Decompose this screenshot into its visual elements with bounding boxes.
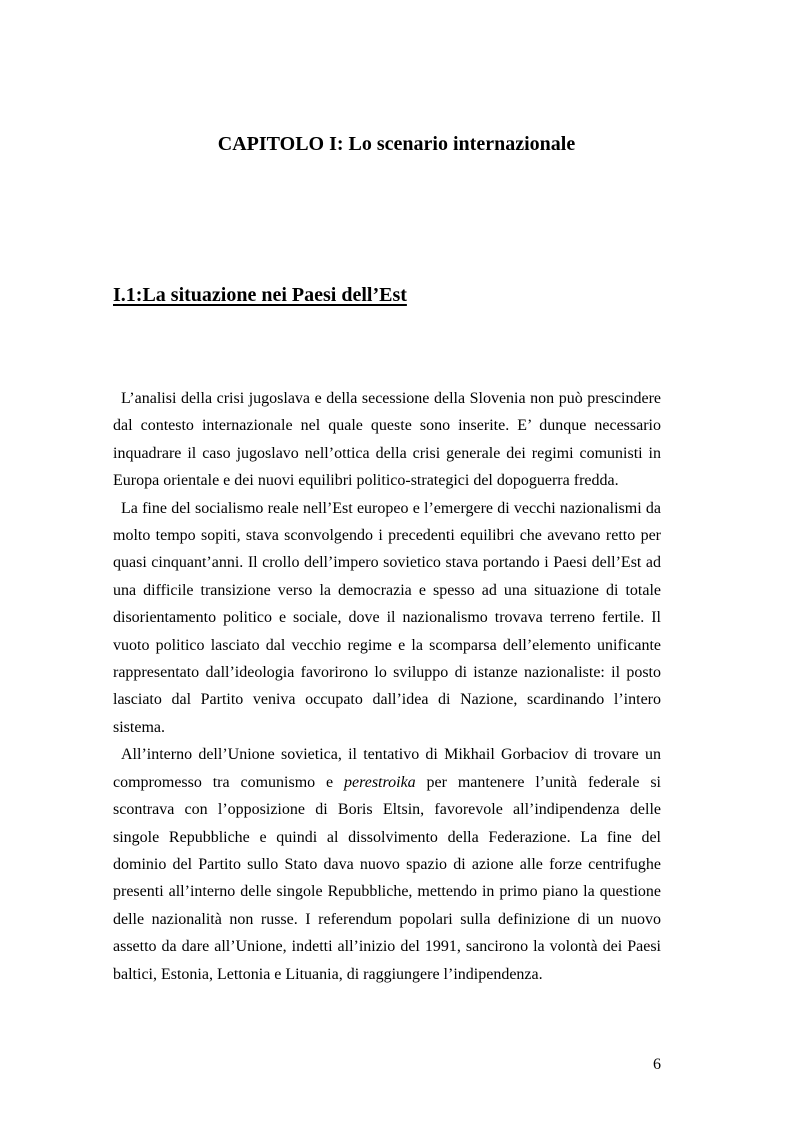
section-title: I.1:La situazione nei Paesi dell’Est [113, 284, 407, 306]
paragraph-3-text-before: All’interno dell’Unione sovietica, il tentativo di Mikhail Gorbaciov di trovare un compromesso tra comunismo e [113, 746, 661, 791]
perestroika-term: perestroika [343, 773, 416, 791]
paragraph-1: L’analisi della crisi jugoslava e della secessione della Slovenia non può prescindere dal contesto internazionale nel quale queste sono inserite. E’ dunque necessario inquadrare il caso jugoslavo nell’ottica della crisi generale dei regimi comunisti in Europa orientale e dei nuovi equilibri politico-strategici del dopoguerra fredda. [113, 390, 661, 490]
body-text [113, 385, 661, 988]
page-number: 6 [653, 1056, 661, 1073]
paragraph-3 [113, 741, 661, 988]
paragraph-3-text-after: per mantenere l’unità federale si scontrava con l’opposizione di Boris Eltsin, favorevole all’indipendenza delle singole Repubbliche e quindi al dissolvimento della Federazione. La fine del dominio del Partito sullo Stato dava nuovo spazio di azione alle forze centrifughe presenti all’interno delle singole Repubbliche, mettendo in primo piano la questione delle nazionalità non russe. I referendum popolari sulla definizione di un nuovo assetto da dare all’Unione, indetti all’inizio del 1991, sancirono la volontà dei Paesi baltici, Estonia, Lettonia e Lituania, di raggiungere l’indipendenza. [113, 773, 662, 983]
paragraph-2: La fine del socialismo reale nell’Est europeo e l’emergere di vecchi nazionalismi da molto tempo sopiti, stava sconvolgendo i precedenti equilibri che avevano retto per quasi cinquant’anni. Il crollo dell’impero sovietico stava portando i Paesi dell’Est ad una difficile transizione verso la democrazia e spesso ad una situazione di totale disorientamento politico e sociale, dove il nazionalismo trovava terreno fertile. Il vuoto politico lasciato dal vecchio regime e la scomparsa dell’elemento unificante rappresentato dall’ideologia favorirono lo sviluppo di istanze nazionaliste: il posto lasciato dal Partito veniva occupato dall’idea di Nazione, scardinando l’intero sistema. [113, 499, 661, 736]
chapter-title: CAPITOLO I: Lo scenario internazionale [217, 133, 576, 155]
